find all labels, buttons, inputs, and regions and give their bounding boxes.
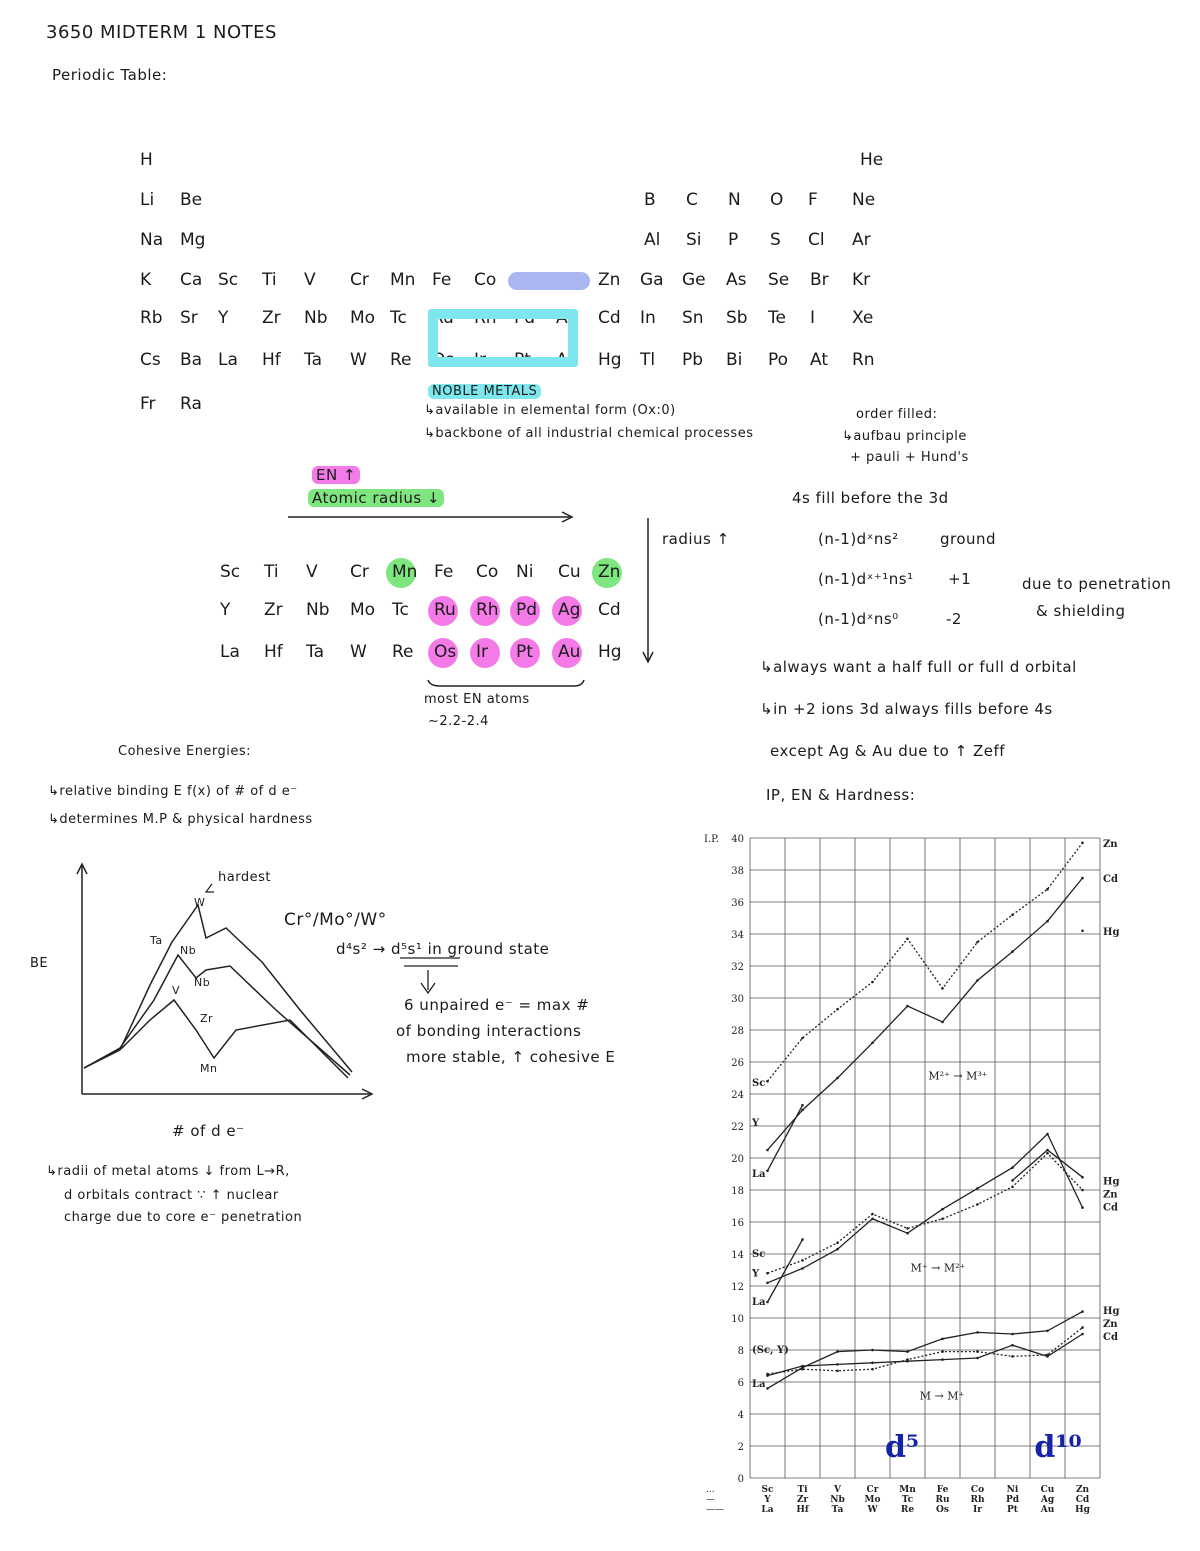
series-point	[976, 1187, 979, 1190]
tm-element-mo: Mo	[350, 600, 376, 620]
ytick-label: 26	[731, 1058, 744, 1069]
series-point	[1011, 1333, 1014, 1336]
xtick-label-pt: Pt	[1007, 1505, 1018, 1515]
series-point	[906, 938, 909, 941]
series-point	[801, 1104, 804, 1107]
xtick-label-ti: Ti	[797, 1485, 808, 1495]
radius-down-label: radius ↑	[662, 530, 730, 548]
cohesive-note-2: ↳determines M.P & physical hardness	[48, 812, 313, 827]
element-i: I	[810, 308, 816, 328]
series-point	[766, 1272, 769, 1275]
element-bi: Bi	[726, 350, 743, 370]
element-po: Po	[768, 350, 789, 370]
series-point	[906, 1360, 909, 1363]
series-point	[976, 1350, 979, 1353]
tm-element-v: V	[306, 562, 318, 582]
tm-element-w: W	[350, 642, 367, 662]
series-point	[906, 1350, 909, 1353]
series-point	[1011, 1186, 1014, 1189]
element-he: He	[860, 150, 884, 170]
x-axis-d-electrons: # of d e⁻	[172, 1122, 245, 1140]
xtick-label-zn: Zn	[1075, 1485, 1090, 1495]
element-la: La	[218, 350, 238, 370]
tm-element-sc: Sc	[220, 562, 241, 582]
config-1-tag: ground	[940, 530, 997, 548]
element-sr: Sr	[180, 308, 198, 328]
element-pd: Pd	[514, 308, 536, 328]
series-point	[766, 1387, 769, 1390]
series-point	[1081, 1310, 1084, 1313]
element-na: Na	[140, 230, 164, 250]
series-point	[906, 1227, 909, 1230]
element-in: In	[640, 308, 656, 328]
series-point	[1081, 877, 1084, 880]
right-series-label: Hg	[1103, 926, 1120, 938]
element-p: P	[728, 230, 739, 250]
tm-element-hf: Hf	[264, 642, 283, 662]
due-to-2: & shielding	[1036, 602, 1126, 620]
element-pb: Pb	[682, 350, 704, 370]
xtick-label-w: W	[867, 1505, 878, 1515]
config-3: (n-1)dˣns⁰	[818, 610, 899, 628]
page-title: 3650 MIDTERM 1 NOTES	[46, 22, 277, 43]
series-point	[871, 1349, 874, 1352]
en-trend-label: EN ↑	[312, 466, 360, 484]
radius-trend-label: Atomic radius ↓	[308, 489, 444, 507]
element-k: K	[140, 270, 152, 290]
config-2-tag: +1	[948, 570, 972, 588]
xtick-label-ru: Ru	[935, 1495, 950, 1505]
element-n: N	[728, 190, 741, 210]
series-point	[976, 1331, 979, 1334]
xtick-label-ni: Ni	[1006, 1485, 1019, 1495]
series-point	[976, 1203, 979, 1206]
series-point	[1011, 1344, 1014, 1347]
right-series-label: Hg	[1103, 1306, 1120, 1317]
element-ru: Ru	[432, 308, 454, 328]
right-series-label: Cd	[1103, 1332, 1118, 1343]
series-point	[976, 979, 979, 982]
section-periodic-table: Periodic Table:	[52, 66, 168, 84]
series-point	[801, 1109, 804, 1112]
series-point	[1046, 1355, 1049, 1358]
element-re: Re	[390, 350, 412, 370]
tm-element-re: Re	[392, 642, 414, 662]
tm-element-ag: Ag	[558, 600, 581, 620]
element-fe: Fe	[432, 270, 452, 290]
order-filled-title: order filled:	[856, 407, 938, 422]
series-point	[1081, 842, 1084, 845]
ytick-label: 4	[737, 1410, 744, 1421]
element-o: O	[770, 190, 784, 210]
ytick-label: 40	[731, 834, 744, 845]
series-point	[941, 1208, 944, 1211]
most-en-label: most EN atoms	[424, 692, 530, 707]
element-ba: Ba	[180, 350, 203, 370]
series-point	[836, 1363, 839, 1366]
tm-element-pd: Pd	[516, 600, 538, 620]
element-zr: Zr	[262, 308, 281, 328]
series-point	[1046, 1330, 1049, 1333]
xtick-label-sc: Sc	[761, 1485, 774, 1495]
tm-element-pt: Pt	[516, 642, 533, 662]
plot-label-nb2: Nb	[194, 976, 211, 989]
ytick-label: 38	[731, 866, 744, 877]
cohesive-title: Cohesive Energies:	[118, 744, 252, 759]
element-y: Y	[218, 308, 229, 328]
series-point	[1046, 888, 1049, 891]
element-ag: Ag	[556, 308, 579, 328]
element-os: Os	[432, 350, 455, 370]
left-series-label: (Sc, Y)	[752, 1345, 789, 1357]
tm-element-zn: Zn	[598, 562, 621, 582]
order-filled-line3: 4s fill before the 3d	[792, 489, 949, 507]
element-hg: Hg	[598, 350, 622, 370]
xtick-label-tc: Tc	[901, 1495, 914, 1505]
tm-element-cd: Cd	[598, 600, 621, 620]
element-mn: Mn	[390, 270, 416, 290]
element-s: S	[770, 230, 781, 250]
series-point	[871, 1218, 874, 1221]
plot-label-w: W	[194, 896, 206, 909]
xtick-label-ir: Ir	[973, 1505, 982, 1515]
element-cl: Cl	[808, 230, 825, 250]
element-se: Se	[768, 270, 790, 290]
element-v: V	[304, 270, 316, 290]
xtick-label-cd: Cd	[1075, 1495, 1090, 1505]
cohesive-note-1: ↳relative binding E f(x) of # of d e⁻	[48, 784, 298, 799]
left-series-label: Y	[752, 1268, 760, 1280]
element-kr: Kr	[852, 270, 871, 290]
series-point	[1081, 1189, 1084, 1192]
series-point	[766, 1301, 769, 1304]
element-mo: Mo	[350, 308, 376, 328]
legend-entry: ...	[706, 1485, 715, 1495]
series-point	[836, 1248, 839, 1251]
element-ra: Ra	[180, 394, 202, 414]
chart-annotation: M → M⁺	[919, 1389, 965, 1403]
plot-label-v: V	[172, 984, 181, 997]
xtick-label-pd: Pd	[1005, 1495, 1020, 1505]
series-point	[1011, 914, 1014, 917]
series-point	[836, 1077, 839, 1080]
tm-element-ti: Ti	[264, 562, 279, 582]
series-point	[1011, 1355, 1014, 1358]
element-ar: Ar	[852, 230, 871, 250]
element-fr: Fr	[140, 394, 156, 414]
noble-note-2: ↳backbone of all industrial chemical processes	[424, 426, 754, 441]
noble-note-1: ↳available in elemental form (Ox:0)	[424, 403, 676, 418]
series-point	[941, 1350, 944, 1353]
left-series-label: La	[752, 1297, 766, 1309]
left-series-label: Sc	[752, 1249, 766, 1261]
order-filled-line2: + pauli + Hund's	[850, 450, 969, 465]
order-filled-line1: ↳aufbau principle	[842, 429, 967, 444]
noble-metals-label: NOBLE METALS	[428, 384, 541, 399]
tm-element-ru: Ru	[434, 600, 456, 620]
tm-element-zr: Zr	[264, 600, 283, 620]
series-point	[871, 1042, 874, 1045]
ytick-label: 30	[731, 994, 744, 1005]
xtick-label-zr: Zr	[796, 1495, 809, 1505]
cr-mo-w-note: Cr°/Mo°/W°	[284, 910, 387, 930]
xtick-label-ag: Ag	[1040, 1495, 1055, 1505]
series-point	[871, 981, 874, 984]
series-point	[1081, 1326, 1084, 1329]
unpaired-note-2: of bonding interactions	[396, 1022, 582, 1040]
blue-d-mark: d⁵	[884, 1430, 920, 1466]
tm-element-os: Os	[434, 642, 457, 662]
tm-element-fe: Fe	[434, 562, 454, 582]
blue-d-mark: d¹⁰	[1034, 1430, 1082, 1466]
series-point	[836, 1008, 839, 1011]
tm-element-hg: Hg	[598, 642, 622, 662]
ytick-label: 14	[731, 1250, 744, 1261]
tm-element-cr: Cr	[350, 562, 369, 582]
element-sc: Sc	[218, 270, 239, 290]
xtick-label-nb: Nb	[830, 1495, 845, 1505]
series-point	[1081, 930, 1084, 933]
ytick-label: 34	[731, 930, 744, 941]
xtick-label-hf: Hf	[796, 1505, 809, 1515]
series-point	[1011, 950, 1014, 953]
element-cs: Cs	[140, 350, 161, 370]
xtick-label-fe: Fe	[936, 1485, 949, 1495]
legend-entry: ——	[706, 1505, 724, 1515]
element-ne: Ne	[852, 190, 876, 210]
element-au: Au	[556, 350, 579, 370]
series-point	[801, 1366, 804, 1369]
right-series-label: Zn	[1103, 1189, 1118, 1201]
left-series-label: La	[752, 1169, 766, 1181]
tm-element-nb: Nb	[306, 600, 330, 620]
series-point	[1046, 1133, 1049, 1136]
xtick-label-os: Os	[936, 1505, 949, 1515]
series-point	[976, 941, 979, 944]
y-axis-be: BE	[30, 956, 49, 971]
element-te: Te	[768, 308, 786, 328]
tm-element-rh: Rh	[476, 600, 499, 620]
series-point	[1081, 1176, 1084, 1179]
element-c: C	[686, 190, 698, 210]
series-point	[1011, 1166, 1014, 1169]
hardest-label: hardest	[218, 870, 271, 885]
element-f: F	[808, 190, 818, 210]
series-point	[766, 1170, 769, 1173]
series-point	[871, 1362, 874, 1365]
element-ta: Ta	[304, 350, 322, 370]
config-ground-note: d⁴s² → d⁵s¹ in ground state	[336, 940, 550, 958]
element-be: Be	[180, 190, 203, 210]
chart-annotation: M²⁺ → M³⁺	[928, 1069, 988, 1083]
xtick-label-au: Au	[1040, 1505, 1055, 1515]
series-point	[836, 1350, 839, 1353]
xtick-label-re: Re	[900, 1505, 915, 1515]
series-point	[976, 1357, 979, 1360]
ytick-label: 2	[737, 1442, 744, 1453]
element-ti: Ti	[262, 270, 277, 290]
series-point	[1011, 1179, 1014, 1182]
element-rb: Rb	[140, 308, 163, 328]
element-ge: Ge	[682, 270, 706, 290]
element-ga: Ga	[640, 270, 664, 290]
element-at: At	[810, 350, 828, 370]
tm-element-mn: Mn	[392, 562, 418, 582]
ytick-label: 28	[731, 1026, 744, 1037]
element-xe: Xe	[852, 308, 874, 328]
tm-element-ni: Ni	[516, 562, 534, 582]
radii-note-3: charge due to core e⁻ penetration	[64, 1210, 303, 1225]
element-nb: Nb	[304, 308, 328, 328]
right-series-label: Cd	[1103, 1202, 1118, 1214]
unpaired-note-1: 6 unpaired e⁻ = max #	[404, 996, 590, 1014]
element-sb: Sb	[726, 308, 748, 328]
element-co: Co	[474, 270, 497, 290]
element-zn: Zn	[598, 270, 621, 290]
chart-annotation: M⁺ → M²⁺	[910, 1261, 966, 1275]
config-2: (n-1)dˣ⁺¹ns¹	[818, 570, 914, 588]
order-note-3: except Ag & Au due to ↑ Zeff	[770, 742, 1006, 760]
element-al: Al	[644, 230, 661, 250]
xtick-label-y: Y	[764, 1495, 771, 1505]
series-point	[801, 1267, 804, 1270]
order-note-1: ↳always want a half full or full d orbital	[760, 658, 1077, 676]
series-point	[871, 1368, 874, 1371]
tm-element-y: Y	[220, 600, 231, 620]
series-point	[1081, 1333, 1084, 1336]
element-ir: Ir	[474, 350, 487, 370]
tm-element-ta: Ta	[306, 642, 324, 662]
series-point	[941, 987, 944, 990]
element-mg: Mg	[180, 230, 206, 250]
element-pt: Pt	[514, 350, 531, 370]
element-li: Li	[140, 190, 155, 210]
xtick-label-v: V	[834, 1485, 841, 1495]
plot-label-zr: Zr	[200, 1012, 214, 1025]
right-series-label: Zn	[1103, 1319, 1118, 1330]
series-point	[906, 1232, 909, 1235]
tm-element-la: La	[220, 642, 240, 662]
series-point	[836, 1242, 839, 1245]
left-series-label: La	[752, 1378, 766, 1390]
element-h: H	[140, 150, 153, 170]
series-point	[1046, 1149, 1049, 1152]
xtick-label-co: Co	[970, 1485, 985, 1495]
element-cr: Cr	[350, 270, 369, 290]
ytick-label: 6	[737, 1378, 744, 1389]
element-sn: Sn	[682, 308, 704, 328]
ytick-label: 8	[737, 1346, 744, 1357]
config-3-tag: -2	[946, 610, 962, 628]
series-point	[766, 1282, 769, 1285]
element-hf: Hf	[262, 350, 281, 370]
element-si: Si	[686, 230, 702, 250]
legend-entry: —	[706, 1495, 715, 1505]
xtick-label-mn: Mn	[899, 1485, 916, 1495]
tm-element-cu: Cu	[558, 562, 581, 582]
plot-label-mn: Mn	[200, 1062, 218, 1075]
xtick-label-ta: Ta	[831, 1505, 844, 1515]
xtick-label-mo: Mo	[864, 1495, 881, 1505]
series-point	[766, 1374, 769, 1377]
element-w: W	[350, 350, 367, 370]
ytick-label: 12	[731, 1282, 744, 1293]
right-series-label: Hg	[1103, 1176, 1120, 1188]
plot-label-nb: Nb	[180, 944, 197, 957]
series-point	[941, 1218, 944, 1221]
tm-element-ir: Ir	[476, 642, 489, 662]
plot-label-ta: Ta	[150, 934, 163, 947]
right-series-label: Cd	[1103, 874, 1118, 885]
ytick-label: 24	[731, 1090, 744, 1101]
element-tc: Tc	[390, 308, 407, 328]
series-point	[766, 1080, 769, 1083]
element-br: Br	[810, 270, 829, 290]
series-point	[941, 1021, 944, 1024]
xtick-label-la: La	[761, 1505, 774, 1515]
series-point	[1046, 1152, 1049, 1155]
tm-element-au: Au	[558, 642, 581, 662]
radii-note-1: ↳radii of metal atoms ↓ from L→R,	[46, 1164, 290, 1179]
config-1: (n-1)dˣns²	[818, 530, 899, 548]
xtick-label-cu: Cu	[1040, 1485, 1055, 1495]
ytick-label: 20	[731, 1154, 744, 1165]
series-point	[836, 1370, 839, 1373]
element-b: B	[644, 190, 656, 210]
element-tl: Tl	[640, 350, 656, 370]
series-point	[766, 1149, 769, 1152]
series-point	[1081, 1206, 1084, 1209]
element-cd: Cd	[598, 308, 621, 328]
series-point	[1046, 920, 1049, 923]
element-rh: Rh	[474, 308, 497, 328]
radii-note-2: d orbitals contract ∵ ↑ nuclear	[64, 1188, 279, 1203]
series-point	[941, 1358, 944, 1361]
ytick-label: 10	[731, 1314, 744, 1325]
y-axis-label: I.P.	[704, 834, 720, 845]
ytick-label: 36	[731, 898, 744, 909]
series-point	[801, 1238, 804, 1241]
xtick-label-rh: Rh	[970, 1495, 985, 1505]
series-point	[801, 1259, 804, 1262]
order-note-2: ↳in +2 ions 3d always fills before 4s	[760, 700, 1053, 718]
xtick-label-cr: Cr	[866, 1485, 879, 1495]
ytick-label: 16	[731, 1218, 744, 1229]
tm-element-co: Co	[476, 562, 499, 582]
due-to-1: due to penetration	[1022, 575, 1172, 593]
series-point	[906, 1005, 909, 1008]
left-series-label: Sc	[752, 1078, 766, 1089]
xtick-label-hg: Hg	[1075, 1505, 1090, 1515]
right-series-label: Zn	[1103, 838, 1118, 850]
series-point	[871, 1213, 874, 1216]
ip-en-hardness-title: IP, EN & Hardness:	[766, 786, 916, 804]
element-ca: Ca	[180, 270, 203, 290]
ytick-label: 32	[731, 962, 744, 973]
element-as: As	[726, 270, 747, 290]
unpaired-note-3: more stable, ↑ cohesive E	[406, 1048, 616, 1066]
element-rn: Rn	[852, 350, 875, 370]
ytick-label: 18	[731, 1186, 744, 1197]
tm-element-tc: Tc	[392, 600, 409, 620]
series-point	[941, 1338, 944, 1341]
series-point	[801, 1037, 804, 1040]
left-series-label: Y	[752, 1118, 760, 1129]
most-en-range: ~2.2-2.4	[428, 714, 489, 729]
ytick-label: 22	[731, 1122, 744, 1133]
ytick-label: 0	[737, 1474, 744, 1485]
